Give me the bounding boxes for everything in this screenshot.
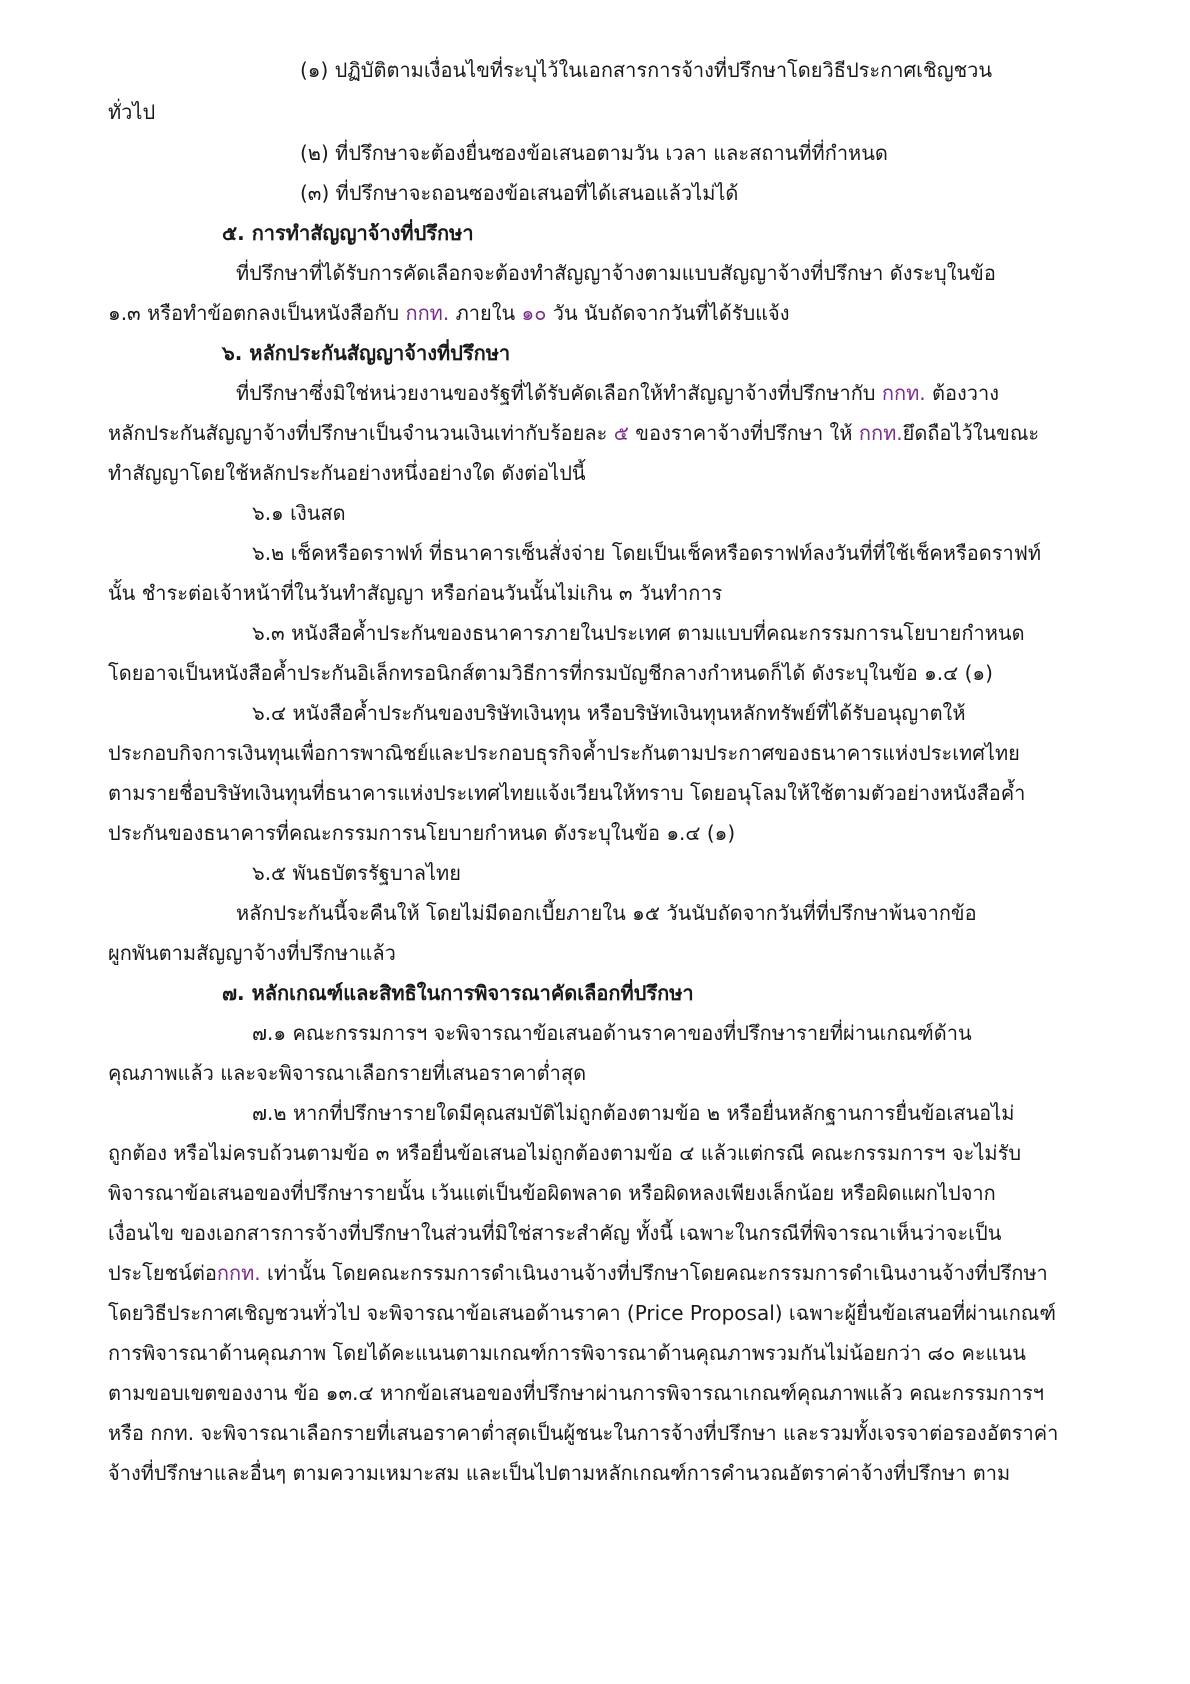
clause-4-1-cont: ทั่วไป (108, 100, 156, 124)
text-segment: ประโยชน์ต่อ (108, 1261, 217, 1285)
clause-4-1: (๑) ปฏิบัติตามเงื่อนไขที่ระบุไว้ในเอกสารการจ้างที่ปรึกษาโดยวิธีประกาศเชิญชวน (300, 58, 993, 82)
clause-6-5: ๖.๕ พันธบัตรรัฐบาลไทย (252, 861, 461, 885)
clause-7-2-cont-7: ตามขอบเขตของงาน ข้อ ๑๓.๔ หากข้อเสนอของที่ปรึกษาผ่านการพิจารณาเกณฑ์คุณภาพแล้ว คณะกรรมการฯ (108, 1381, 1045, 1405)
text-segment: ยึดถือไว้ในขณะ (902, 421, 1040, 445)
clause-7-1-cont: คุณภาพแล้ว และจะพิจารณาเลือกรายที่เสนอราคาต่ำสุด (108, 1061, 587, 1085)
clause-7-1: ๗.๑ คณะกรรมการฯ จะพิจารณาข้อเสนอด้านราคาของที่ปรึกษารายที่ผ่านเกณฑ์ด้าน (252, 1021, 972, 1045)
clause-6-2: ๖.๒ เช็คหรือดราฟท์ ที่ธนาคารเซ็นสั่งจ่าย โดยเป็นเช็คหรือดราฟท์ลงวันที่ที่ใช้เช็คหรือดราฟท์ (252, 541, 1042, 565)
clause-7-2-cont-3: เงื่อนไข ของเอกสารการจ้างที่ปรึกษาในส่วนที่มิใช่สาระสำคัญ ทั้งนี้ เฉพาะในกรณีที่พิจารณาเห็นว่าจะเป็น (108, 1221, 1002, 1245)
clause-6-3-cont: โดยอาจเป็นหนังสือค้ำประกันอิเล็กทรอนิกส์ตามวิธีการที่กรมบัญชีกลางกำหนดก็ได้ ดังระบุในข้อ ๑.๔ (๑) (108, 661, 993, 685)
clause-7-2-cont-6: การพิจารณาด้านคุณภาพ โดยได้คะแนนตามเกณฑ์การพิจารณาด้านคุณภาพรวมกันไม่น้อยกว่า ๘๐ คะแนน (108, 1341, 1026, 1365)
text-segment: ๑.๓ หรือทำข้อตกลงเป็นหนังสือกับ (108, 301, 406, 325)
section-6-return-para: หลักประกันนี้จะคืนให้ โดยไม่มีดอกเบี้ยภายใน ๑๕ วันนับถัดจากวันที่ที่ปรึกษาพ้นจากข้อ (236, 901, 977, 925)
clause-6-2-cont: นั้น ชำระต่อเจ้าหน้าที่ในวันทำสัญญา หรือก่อนวันนั้นไม่เกิน ๓ วันทำการ (108, 581, 723, 605)
highlight-segment: กกท. (405, 301, 450, 325)
clause-6-4-cont-2: ตามรายชื่อบริษัทเงินทุนที่ธนาคารแห่งประเทศไทยแจ้งเวียนให้ทราบ โดยอนุโลมให้ใช้ตามตัวอย่างหนังสือค้ำ (108, 781, 1026, 805)
section-6-para-2 (108, 418, 1039, 448)
clause-7-2-cont-8: หรือ กกท. จะพิจารณาเลือกรายที่เสนอราคาต่ำสุดเป็นผู้ชนะในการจ้างที่ปรึกษา และรวมทั้งเจรจาต่อรองอัตราค่า (108, 1421, 1059, 1445)
clause-7-2-cont-2: พิจารณาข้อเสนอของที่ปรึกษารายนั้น เว้นแต่เป็นข้อผิดพลาด หรือผิดหลงเพียงเล็กน้อย หรือผิดแผกไปจาก (108, 1181, 996, 1205)
clause-6-4: ๖.๔ หนังสือค้ำประกันของบริษัทเงินทุน หรือบริษัทเงินทุนหลักทรัพย์ที่ได้รับอนุญาตให้ (252, 701, 966, 725)
clause-6-4-cont-3: ประกันของธนาคารที่คณะกรรมการนโยบายกำหนด ดังระบุในข้อ ๑.๔ (๑) (108, 821, 736, 845)
section-6-return-para-cont: ผูกพันตามสัญญาจ้างที่ปรึกษาแล้ว (108, 941, 396, 965)
clause-6-3: ๖.๓ หนังสือค้ำประกันของธนาคารภายในประเทศ ตามแบบที่คณะกรรมการนโยบายกำหนด (252, 621, 1025, 645)
clause-7-2-cont-9: จ้างที่ปรึกษาและอื่นๆ ตามความเหมาะสม และเป็นไปตามหลักเกณฑ์การคำนวณอัตราค่าจ้างที่ปรึกษา ตาม (108, 1461, 1011, 1485)
text-segment: วัน นับถัดจากวันที่ได้รับแจ้ง (546, 301, 790, 325)
clause-7-2-cont-5: โดยวิธีประกาศเชิญชวนทั่วไป จะพิจารณาข้อเสนอด้านราคา (Price Proposal) เฉพาะผู้ยื่นข้อเสนอที่ผ่านเกณฑ์ (108, 1301, 1056, 1325)
clause-7-2: ๗.๒ หากที่ปรึกษารายใดมีคุณสมบัติไม่ถูกต้องตามข้อ ๒ หรือยื่นหลักฐานการยื่นข้อเสนอไม่ (252, 1101, 1015, 1125)
highlight-segment: ๑๐ (521, 301, 547, 325)
section-6-heading: ๖. หลักประกันสัญญาจ้างที่ปรึกษา (222, 341, 511, 365)
section-6-para-3: ทำสัญญาโดยใช้หลักประกันอย่างหนึ่งอย่างใด ดังต่อไปนี้ (108, 461, 586, 485)
section-5-para-2 (108, 298, 790, 328)
clause-6-4-cont-1: ประกอบกิจการเงินทุนเพื่อการพาณิชย์และประกอบธุรกิจค้ำประกันตามประกาศของธนาคารแห่งประเทศไทย (108, 741, 1020, 765)
section-7-heading: ๗. หลักเกณฑ์และสิทธิในการพิจารณาคัดเลือกที่ปรึกษา (222, 981, 694, 1005)
text-segment: ต้องวาง (925, 381, 999, 405)
clause-4-2: (๒) ที่ปรึกษาจะต้องยื่นซองข้อเสนอตามวัน เวลา และสถานที่ที่กำหนด (300, 141, 888, 165)
text-segment: หลักประกันสัญญาจ้างที่ปรึกษาเป็นจำนวนเงินเท่ากับร้อยละ (108, 421, 614, 445)
clause-7-2-cont-4 (108, 1258, 1048, 1288)
section-5-heading: ๕. การทำสัญญาจ้างที่ปรึกษา (222, 221, 474, 245)
highlight-segment: กกท. (858, 421, 903, 445)
text-segment: ของราคาจ้างที่ปรึกษา ให้ (628, 421, 859, 445)
section-5-para-1: ที่ปรึกษาที่ได้รับการคัดเลือกจะต้องทำสัญญาจ้างตามแบบสัญญาจ้างที่ปรึกษา ดังระบุในข้อ (236, 261, 996, 285)
section-6-para-1 (236, 378, 999, 408)
clause-7-2-cont-1: ถูกต้อง หรือไม่ครบถ้วนตามข้อ ๓ หรือยื่นข้อเสนอไม่ถูกต้องตามข้อ ๔ แล้วแต่กรณี คณะกรรมการฯ จะไม่รับ (108, 1141, 1022, 1165)
clause-4-3: (๓) ที่ปรึกษาจะถอนซองข้อเสนอที่ได้เสนอแล้วไม่ได้ (300, 181, 739, 205)
text-segment: เท่านั้น โดยคณะกรรมการดำเนินงานจ้างที่ปรึกษาโดยคณะกรรมการดำเนินงานจ้างที่ปรึกษา (260, 1261, 1048, 1285)
text-segment: ที่ปรึกษาซึ่งมิใช่หน่วยงานของรัฐที่ได้รับคัดเลือกให้ทำสัญญาจ้างที่ปรึกษากับ (236, 381, 882, 405)
highlight-segment: กกท. (881, 381, 926, 405)
highlight-segment: กกท. (216, 1261, 261, 1285)
highlight-segment: ๕ (613, 421, 629, 445)
clause-6-1: ๖.๑ เงินสด (252, 501, 346, 525)
text-segment: ภายใน (449, 301, 522, 325)
